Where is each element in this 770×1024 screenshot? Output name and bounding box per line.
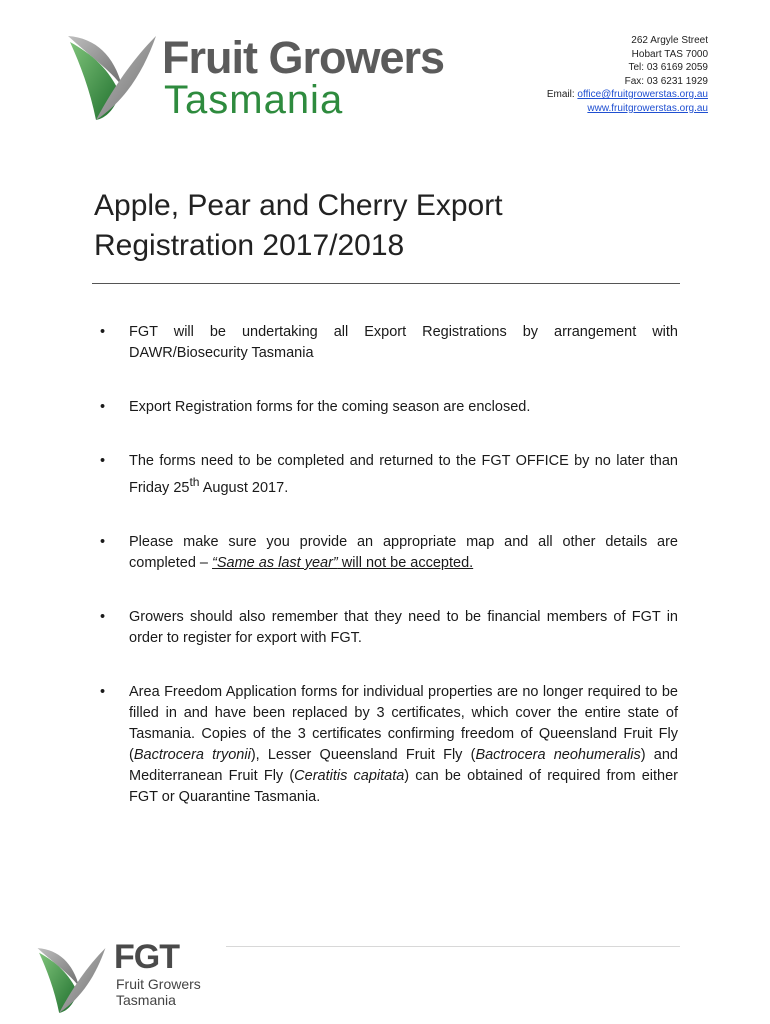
- emphasis-text: [212, 555, 473, 571]
- footer-divider: [226, 946, 680, 947]
- footer-logo: [36, 938, 236, 1018]
- item-text: ), Lesser Queensland Fruit Fly (: [250, 746, 476, 763]
- email-label: Email:: [546, 89, 578, 100]
- item-text: The forms need to be completed and returned to the FGT OFFICE by no later than Friday 25: [129, 453, 678, 496]
- list-item: [96, 397, 678, 418]
- fax-number: Fax: 03 6231 1929: [624, 75, 708, 87]
- species-name: Bactrocera neohumeralis: [475, 746, 641, 763]
- emphasis-end: will not be accepted.: [337, 554, 474, 571]
- bullet-icon: •: [100, 683, 106, 700]
- list-item: [96, 682, 678, 808]
- item-text: ) and Mediterranean Fruit Fly (: [129, 746, 678, 784]
- website-link[interactable]: www.fruitgrowerstas.org.au: [587, 102, 708, 114]
- ordinal-suffix: th: [189, 475, 200, 489]
- leaf-logo-icon: [36, 940, 110, 1018]
- email-link[interactable]: office@fruitgrowerstas.org.au: [577, 89, 708, 100]
- leaf-logo-icon: [66, 30, 162, 122]
- bullet-icon: •: [100, 399, 106, 415]
- list-item: [96, 607, 678, 649]
- address-street: 262 Argyle Street: [631, 35, 708, 46]
- brand-name: Fruit Growers: [162, 32, 445, 83]
- footer-brand-line1: Fruit Growers: [116, 976, 201, 992]
- item-text-end: August 2017.: [199, 479, 289, 496]
- item-text: Area Freedom Application forms for individual properties are no longer required to be filled in and have been replaced by 3 certificates, which cover the entire state of Tasmania. Copies of the 3 certificates confirming freedom of Queensland Fruit Fly (: [129, 683, 678, 763]
- title-line-2: Registration 2017/2018: [94, 229, 405, 262]
- phone-number: Tel: 03 6169 2059: [628, 62, 708, 73]
- species-name: Bactrocera tryonii: [133, 746, 251, 763]
- bullet-icon: •: [100, 453, 106, 469]
- bullet-icon: •: [100, 533, 106, 550]
- bullet-icon: •: [100, 608, 106, 625]
- item-text: Growers should also remember that they need to be financial members of FGT in order to register for export with FGT.: [129, 608, 678, 646]
- item-text: FGT will be undertaking all Export Registrations by arrangement with DAWR/Biosecurity Tasmania: [129, 324, 678, 361]
- footer-brand-line2: Tasmania: [116, 992, 176, 1008]
- footer-brand-acronym: FGT: [114, 938, 179, 976]
- item-text: Please make sure you provide an appropriate map and all other details are completed –: [129, 533, 678, 571]
- list-item: [96, 532, 678, 574]
- website-line: [547, 102, 708, 116]
- bullet-icon: •: [100, 324, 106, 340]
- title-divider: [92, 283, 680, 284]
- quoted-phrase: “Same as last year”: [212, 554, 338, 571]
- list-item: [96, 322, 678, 364]
- page-title: [94, 186, 654, 266]
- brand-region: Tasmania: [164, 78, 344, 122]
- address-city: Hobart TAS 7000: [631, 48, 708, 60]
- notice-list: [96, 322, 678, 841]
- item-text: Export Registration forms for the coming season are enclosed.: [129, 399, 531, 415]
- title-line-1: Apple, Pear and Cherry Export: [94, 189, 503, 222]
- list-item: [96, 451, 678, 499]
- contact-address: [547, 34, 708, 115]
- header-logo: [66, 30, 486, 126]
- email-line: [547, 88, 708, 102]
- item-text: ) can be obtained of required from either FGT or Quarantine Tasmania.: [129, 767, 678, 805]
- species-name: Ceratitis capitata: [294, 767, 405, 784]
